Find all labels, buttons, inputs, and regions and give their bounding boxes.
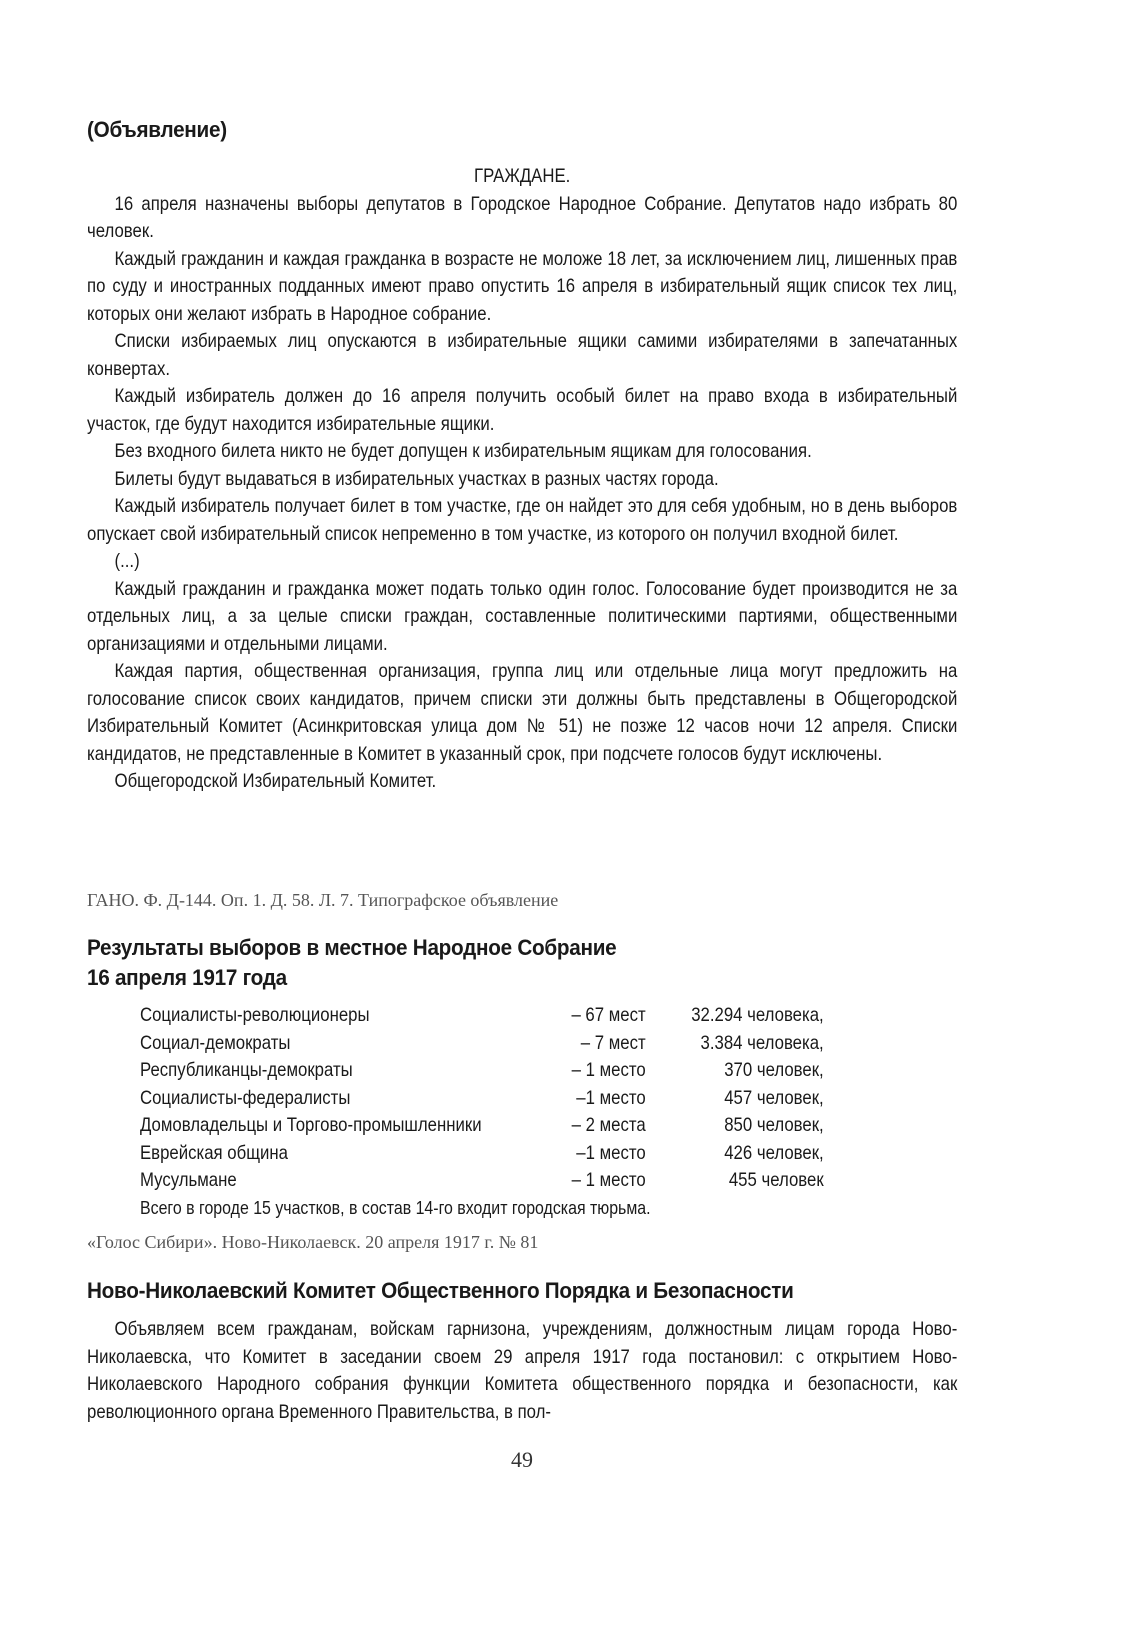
announcement-title: ГРАЖДАНЕ. <box>474 165 571 187</box>
party-seats: – 1 место <box>571 1169 646 1192</box>
paragraph: Списки избираемых лиц опускаются в избирательные ящики самими избирателями в запечатанных конвертах. <box>87 330 958 380</box>
source-citation-archive: ГАНО. Ф. Д-144. Оп. 1. Д. 58. Л. 7. Типографское объявление <box>87 890 559 910</box>
party-name: Республиканцы-демократы <box>140 1059 353 1082</box>
section-heading-announcement: (Объявление) <box>87 117 227 142</box>
paragraph: Каждый гражданин и гражданка может подать только один голос. Голосование будет производится не за отдельных лиц, а за целые списки граждан, составленные политическими партиями, общественными организациями и отдельными лицами. <box>87 577 958 655</box>
party-seats: – 7 мест <box>580 1031 646 1054</box>
party-seats: – 1 место <box>571 1059 646 1082</box>
results-table <box>140 1002 824 1195</box>
paragraph: Каждый гражданин и каждая гражданка в возрасте не моложе 18 лет, за исключением лиц, лишенных прав по суду и иностранных подданных имеют право опустить 16 апреля в избирательный ящик список тех лиц, которых они желают избрать в Народное собрание. <box>87 247 958 325</box>
paragraph-ellipsis: (...) <box>114 550 140 572</box>
party-name: Социалисты-революционеры <box>140 1004 370 1027</box>
party-seats: –1 место <box>576 1141 646 1164</box>
table-row <box>140 1002 824 1030</box>
paragraph: Каждый избиратель должен до 16 апреля получить особый билет на право входа в избирательный участок, где будут находится избирательные ящики. <box>87 385 958 435</box>
paragraph: Каждая партия, общественная организация, группа лиц или отдельные лица могут предложить на голосование список своих кандидатов, причем списки эти должны быть представлены в Общегородской Избирательный Комитет (Асинкритовская улица дом № 51) не позже 12 часов ночи 12 апреля. Списки кандидатов, не представленные в Комитет в указанный срок, при подсчете голосов будут исключены. <box>87 660 958 765</box>
results-note: Всего в городе 15 участков, в состав 14-го входит городская тюрьма. <box>140 1196 651 1218</box>
party-votes: 426 человек, <box>724 1141 824 1164</box>
committee-body <box>87 1316 957 1426</box>
party-name: Социалисты-федералисты <box>140 1086 351 1109</box>
page-number: 49 <box>511 1447 533 1472</box>
party-votes: 850 человек, <box>724 1114 824 1137</box>
party-name: Домовладельцы и Торгово-промышленники <box>140 1114 482 1137</box>
table-row <box>140 1112 824 1140</box>
paragraph-signature: Общегородской Избирательный Комитет. <box>114 770 437 792</box>
paragraph: Объявляем всем гражданам, войскам гарнизона, учреждениям, должностным лицам города Ново-Николаевска, что Комитет в заседании своем 29 апреля 1917 года постановил: с открытием Ново-Николаевского Народного собрания функции Комитета общественного порядка и безопасности, как революционного органа Временного Правительства, в пол- <box>87 1318 958 1423</box>
paragraph: Без входного билета никто не будет допущен к избирательным ящикам для голосования. <box>114 440 812 462</box>
party-name: Мусульмане <box>140 1169 237 1192</box>
party-seats: –1 место <box>576 1086 646 1109</box>
party-votes: 455 человек <box>728 1169 824 1192</box>
results-table-wrap <box>140 1002 824 1221</box>
party-votes: 457 человек, <box>724 1086 824 1109</box>
table-row <box>140 1085 824 1113</box>
party-votes: 370 человек, <box>724 1059 824 1082</box>
table-row <box>140 1140 824 1168</box>
party-seats: – 2 места <box>571 1114 646 1137</box>
paragraph: Билеты будут выдаваться в избирательных участках в разных частях города. <box>114 467 719 490</box>
section-heading-results-date: 16 апреля 1917 года <box>87 965 287 990</box>
party-name: Еврейская община <box>140 1141 288 1164</box>
party-votes: 32.294 человека, <box>691 1004 824 1027</box>
paragraph: Каждый избиратель получает билет в том участке, где он найдет это для себя удобным, но в день выборов опускает свой избирательный список непременно в том участке, из которого он получил входной билет. <box>87 495 958 545</box>
table-row <box>140 1167 824 1195</box>
paragraph: 16 апреля назначены выборы депутатов в Городское Народное Собрание. Депутатов надо избрать 80 человек. <box>87 192 958 242</box>
party-name: Социал-демократы <box>140 1031 291 1054</box>
table-row <box>140 1030 824 1058</box>
announcement-body <box>87 163 957 796</box>
table-row <box>140 1057 824 1085</box>
section-heading-results: Результаты выборов в местное Народное Собрание <box>87 935 617 960</box>
source-citation-newspaper: «Голос Сибири». Ново-Николаевск. 20 апреля 1917 г. № 81 <box>87 1232 539 1252</box>
section-heading-committee: Ново-Николаевский Комитет Общественного Порядка и Безопасности <box>87 1278 794 1303</box>
party-votes: 3.384 человека, <box>700 1031 824 1054</box>
party-seats: – 67 мест <box>571 1004 646 1027</box>
